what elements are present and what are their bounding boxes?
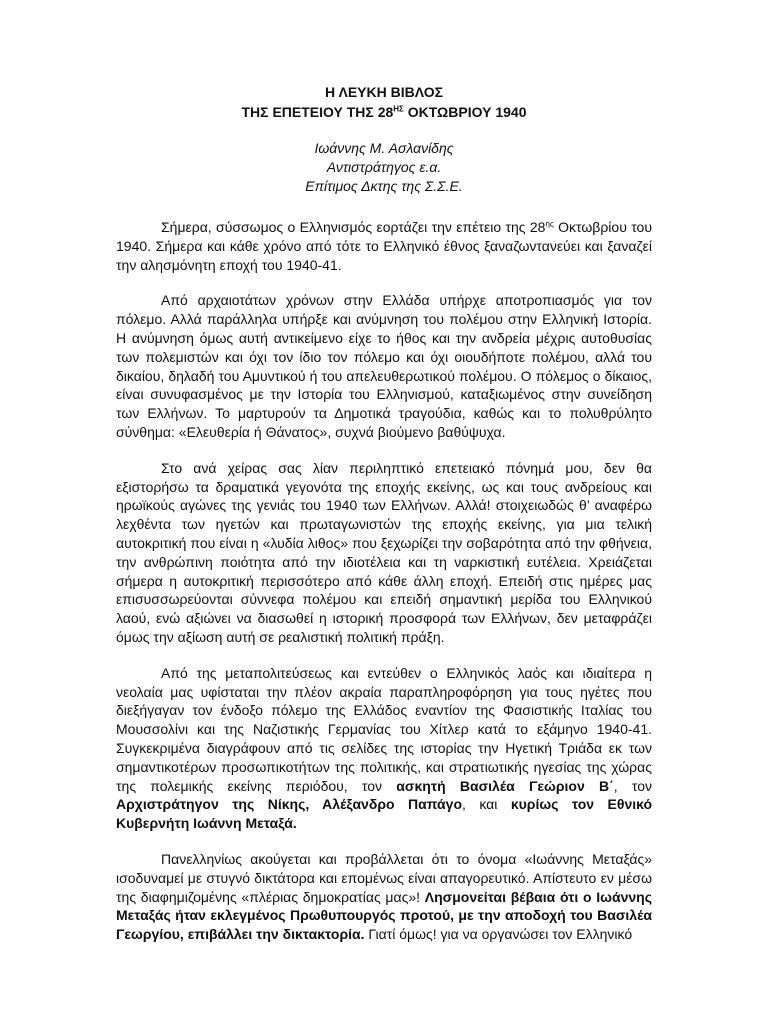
author-name: Ιωάννης Μ. Ασλανίδης bbox=[314, 140, 454, 156]
title-line-1: Η ΛΕΥΚΗ ΒΙΒΛΟΣ bbox=[325, 84, 443, 100]
paragraph-4-bold-papagos: Αρχιστράτηγον της Νίκης, Αλέξανδρο Παπάγο bbox=[116, 796, 462, 813]
paragraph-4 bbox=[116, 664, 652, 833]
paragraph-5-text-c: Γιατί όμως! για να οργανώσει τον Ελληνικό bbox=[364, 926, 633, 943]
author-position: Επίτιμος Δκτης της Σ.Σ.Ε. bbox=[305, 178, 463, 194]
paragraph-4-sep-2: , και bbox=[462, 796, 511, 813]
paragraph-1 bbox=[116, 218, 652, 274]
title-superscript: ΗΣ bbox=[393, 104, 404, 114]
paragraph-5-bold: Λησμονείται βέβαια ότι ο Ιωάννης Μεταξάς ήταν εκλεγμένος Πρωθυπουργός προτού, με την αποδοχή του Βασιλέα Γεωργίου, επιβάλλει την δικτακτορία. bbox=[116, 888, 652, 943]
paragraph-4-bold-king: ασκητή Βασιλέα Γεώριον Β΄ bbox=[396, 777, 614, 794]
paragraph-1-text-b: Οκτωβρίου του 1940. Σήμερα και κάθε χρόνο από τότε το Ελληνικό έθνος ξαναζωντανεύει και ξαναζεί την αλησμόνητη εποχή του 1940-41. bbox=[116, 219, 653, 273]
title-line-2 bbox=[242, 104, 527, 120]
document-title bbox=[116, 82, 652, 122]
paragraph-3: Στο ανά χείρας σας λίαν περιληπτικό επετειακό πόνημά μου, δεν θα εξιστορήσω τα δραματικά γεγονότα της εποχής εκείνης, ως και τους ανδρείους και ηρωϊκούς αγώνες της γενιάς του 1940 των Ελλήνων. Αλλά! στοιχειωδώς θ’ αναφέρω λεχθέντα των ηγετών και πρωταγωνιστών της εποχής εκείνης, για μια τελική αυτοκριτική που είναι η «λυδία λιθος» που ξεχωρίζει την σοβαρότητα από την φθήνεια, την ανθρώπινη ποιότητα από την ιδιοτέλεια και τη ναρκιστική ευτέλεια. Χρειάζεται σήμερα η αυτοκριτική περισσότερο από κάθε άλλη εποχή. Επειδή στις ημέρες μας επισυσσωρεύονται σύννεφα πολέμου και επειδή σημαντική μερίδα του Ελληνικού λαού, ενώ αξιώνει να διασωθεί η ιστορική προσφορά των Ελλήνων, δεν μεταφράζει όμως την αξίωση αυτή σε ρεαλιστική πολιτική πράξη. bbox=[116, 459, 652, 645]
author-rank: Αντιστράτηγος ε.α. bbox=[326, 159, 442, 175]
paragraph-4-bold-metaxas: κυρίως τον Εθνικό Κυβερνήτη Ιωάννη Μεταξά. bbox=[116, 796, 653, 832]
paragraph-1-text-a: Σήμερα, σύσσωμος ο Ελληνισμός εορτάζει την επέτειο της 28 bbox=[161, 219, 546, 235]
paragraph-1-superscript: ης bbox=[545, 219, 554, 229]
paragraph-4-text-a: Από της μεταπολιτεύσεως και εντεύθεν ο Ελληνικός λαός και ιδιαίτερα η νεολαία μας υφίσταται την πλέον ακραία παραπληροφόρηση για τους ηγέτες που διεξήγαγαν τον ένδοξο πόλεμο της Ελλάδος εναντίον της Φασιστικής Ιταλίας του Μουσσολίνι και της Ναζιστικής Γερμανίας του Χίτλερ κατά το εξάμηνο 1940-41. Συγκεκριμένα διαγράφουν από τις σελίδες της ιστορίας την Ηγετική Τριάδα εκ των σημαντικοτέρων προσωπικοτήτων της πολιτικής, και στρατιωτικής ηγεσίας της χώρας της πολεμικής εκείνης περιόδου, τον bbox=[116, 664, 652, 794]
author-block bbox=[116, 139, 652, 196]
paragraph-2: Από αρχαιοτάτων χρόνων στην Ελλάδα υπήρχε αποτροπιασμός για τον πόλεμο. Αλλά παράλληλα υπήρξε και ανύμνηση του πολέμου στην Ελληνική Ιστορία. Η ανύμνηση όμως αυτή αντικείμενο είχε το ήθος και την ανδρεία μέχρις αυτοθυσίας των πολεμιστών και όχι τον ίδιο τον πόλεμο και όχι οιουδήποτε πολέμου, αλλά του δικαίου, δηλαδή του Αμυντικού ή του απελευθερωτικού πολέμου. Ο πόλεμος ο δίκαιος, είναι συνυφασμένος με την Ιστορία του Ελληνισμού, καταξιωμένος στην συνείδηση των Ελλήνων. Το μαρτυρούν τα Δημοτικά τραγούδια, καθώς και το πολυθρύλητο σύνθημα: «Ελευθερία ή Θάνατος», συχνά βιούμενο βαθύψυχα. bbox=[116, 292, 652, 440]
title-line-2-date: ΟΚΤΩΒΡΙΟΥ 1940 bbox=[403, 104, 527, 120]
paragraph-5 bbox=[116, 850, 652, 944]
paragraph-4-sep-1: , τον bbox=[613, 777, 653, 794]
paragraph-5-text-a: Πανελληνίως ακούγεται και προβάλλεται ότι το όνομα «Ιωάννης Μεταξάς» ισοδυναμεί με στυγνό δικτάτορα και επομένως είναι απαγορευτικό. Απίστευτο εν μέσω της διαφημιζομένης «πλέριας δημοκρατίας μας»! bbox=[116, 850, 652, 905]
title-line-2-text: ΤΗΣ ΕΠΕΤΕΙΟΥ ΤΗΣ 28 bbox=[241, 104, 394, 120]
